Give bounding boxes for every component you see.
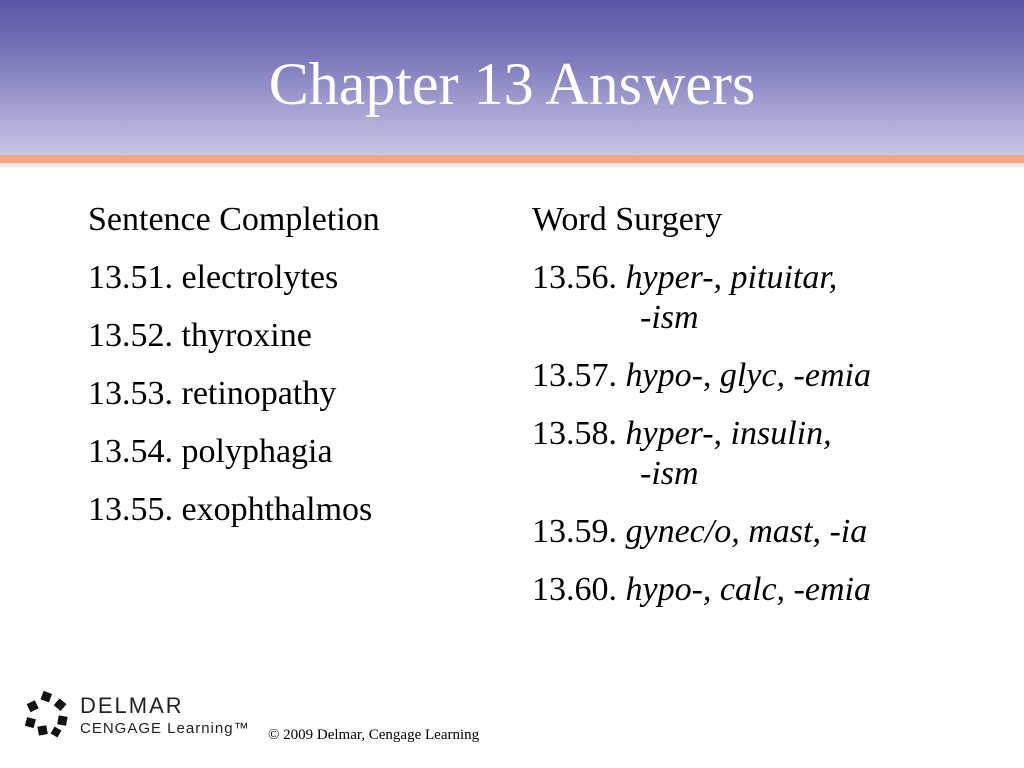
answer-number: 13.60. [532, 571, 617, 608]
answer-text: retinopathy [181, 375, 337, 412]
answer-item [88, 374, 488, 414]
answer-text: hypo-, calc, -emia [625, 571, 871, 608]
logo-wordmark: DELMAR [80, 693, 184, 718]
delmar-logo [22, 690, 262, 740]
header-shadow [0, 163, 1024, 169]
answer-number: 13.57. [532, 357, 617, 394]
answer-item [532, 258, 992, 338]
answer-number: 13.58. [532, 415, 617, 452]
answer-number: 13.53. [88, 375, 173, 412]
copyright-notice: © 2009 Delmar, Cengage Learning [268, 727, 480, 743]
answer-item [88, 316, 488, 356]
answer-number: 13.51. [88, 259, 173, 296]
answer-continuation: -ism [640, 299, 699, 336]
header-accent-rule [0, 155, 1024, 163]
answer-item [88, 490, 488, 530]
slide-title: Chapter 13 Answers [268, 51, 756, 117]
answer-item [88, 258, 488, 298]
answer-text: polyphagia [181, 433, 333, 470]
answer-number: 13.55. [88, 491, 173, 528]
answer-text: exophthalmos [181, 491, 373, 528]
answer-item [532, 414, 992, 494]
answer-item [532, 570, 992, 610]
answer-text: thyroxine [181, 317, 312, 354]
answer-text: hyper-, insulin, [625, 415, 832, 452]
answer-item [532, 356, 992, 396]
delmar-logo-mark-icon [22, 690, 72, 740]
answer-text: hypo-, glyc, -emia [625, 357, 871, 394]
answer-text: electrolytes [181, 259, 339, 296]
answer-text: hyper-, pituitar, [625, 259, 838, 296]
logo-subtitle: CENGAGE Learning™ [80, 720, 250, 737]
column-heading: Sentence Completion [88, 201, 380, 238]
word-surgery-column [532, 200, 992, 628]
answer-number: 13.56. [532, 259, 617, 296]
answer-number: 13.52. [88, 317, 173, 354]
column-heading: Word Surgery [532, 201, 723, 238]
answer-number: 13.59. [532, 513, 617, 550]
answer-item [88, 432, 488, 472]
sentence-completion-column [88, 200, 488, 548]
answer-number: 13.54. [88, 433, 173, 470]
answer-item [532, 512, 992, 552]
answer-continuation: -ism [640, 455, 699, 492]
answer-text: gynec/o, mast, -ia [625, 513, 868, 550]
